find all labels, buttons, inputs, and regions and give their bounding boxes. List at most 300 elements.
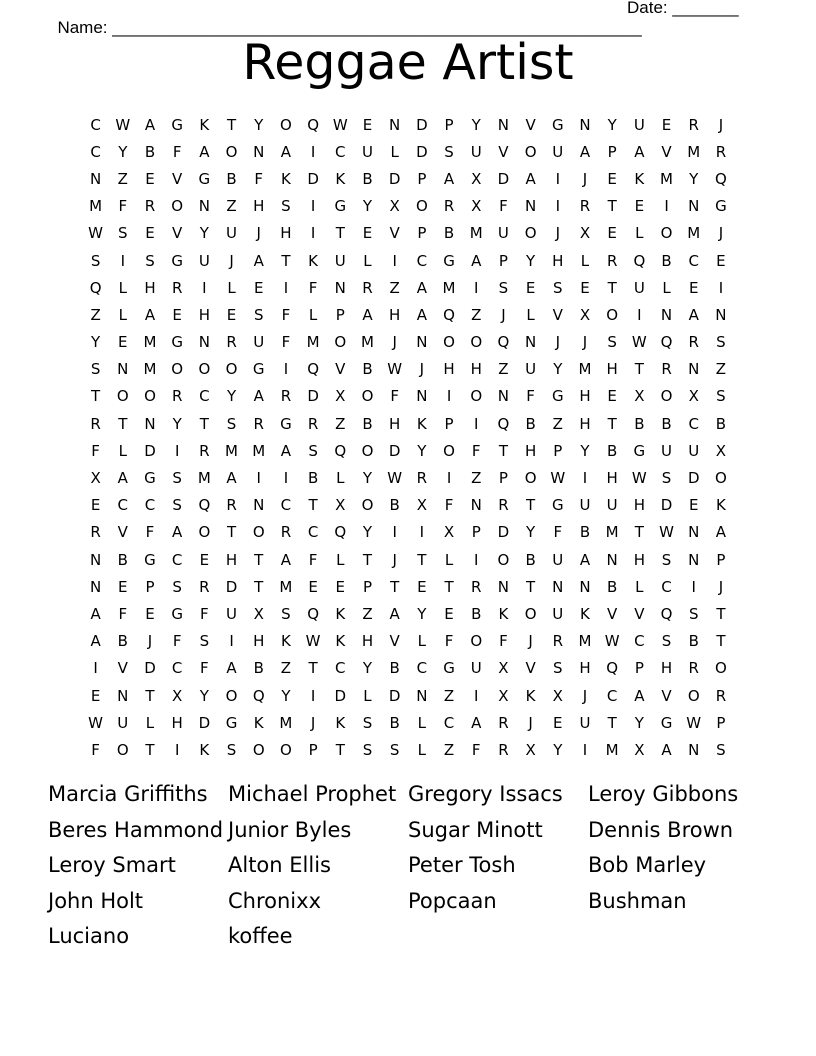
grid-letter: N <box>416 333 428 352</box>
grid-letter: L <box>635 577 644 596</box>
grid-letter: L <box>145 713 155 732</box>
grid-letter: U <box>633 115 645 134</box>
grid-letter: S <box>716 740 726 759</box>
word-bank-item: Peter Tosh <box>408 853 516 878</box>
grid-letter: R <box>171 278 183 297</box>
grid-letter: M <box>687 224 701 243</box>
grid-letter: O <box>361 387 374 406</box>
grid-letter: O <box>361 441 374 460</box>
grid-letter: N <box>688 360 700 379</box>
grid-letter: K <box>335 632 346 651</box>
grid-letter: Q <box>334 441 347 460</box>
grid-letter: B <box>362 414 373 433</box>
grid-letter: S <box>661 469 672 488</box>
grid-letter: T <box>607 278 617 297</box>
grid-letter: H <box>171 713 183 732</box>
grid-letter: I <box>310 224 316 243</box>
grid-letter: P <box>444 115 454 134</box>
grid-letter: O <box>524 604 537 623</box>
grid-letter: F <box>499 197 508 216</box>
grid-letter: B <box>607 441 618 460</box>
grid-letter: Y <box>199 686 209 705</box>
grid-letter: B <box>389 496 400 515</box>
grid-letter: W <box>550 469 566 488</box>
word-bank-item: Bushman <box>588 888 687 913</box>
grid-letter: L <box>118 441 127 460</box>
grid-letter: O <box>252 523 265 542</box>
grid-letter: V <box>661 142 672 161</box>
grid-letter: T <box>335 224 345 243</box>
grid-letter: U <box>334 251 346 270</box>
grid-letter: A <box>688 305 699 324</box>
grid-letter: I <box>93 659 98 678</box>
grid-letter: S <box>389 740 400 759</box>
grid-letter: H <box>606 469 618 488</box>
grid-letter: P <box>634 659 644 678</box>
grid-letter: A <box>253 387 264 406</box>
grid-letter: K <box>308 251 319 270</box>
grid-letter: T <box>308 659 318 678</box>
grid-letter: F <box>281 333 291 352</box>
grid-letter: J <box>528 632 533 651</box>
grid-letter: S <box>281 604 291 623</box>
grid-letter: M <box>225 441 238 460</box>
word-bank-item: Marcia Griffiths <box>48 782 208 806</box>
grid-letter: Y <box>553 360 563 379</box>
grid-row <box>82 111 736 138</box>
grid-letter: Y <box>362 523 373 542</box>
grid-letter: G <box>252 360 265 379</box>
grid-letter: H <box>253 197 265 216</box>
grid-letter: A <box>715 523 727 542</box>
grid-letter: R <box>552 632 563 651</box>
grid-letter: N <box>334 278 346 297</box>
grid-letter: T <box>526 577 536 596</box>
grid-letter: C <box>199 387 210 406</box>
grid-letter: L <box>390 142 399 161</box>
grid-row <box>82 464 736 491</box>
grid-letter: N <box>524 333 537 352</box>
grid-letter: C <box>117 496 129 515</box>
grid-letter: O <box>171 197 184 216</box>
grid-letter: F <box>281 305 291 324</box>
grid-letter: U <box>552 550 564 569</box>
word-bank-item: Alton Ellis <box>228 853 331 878</box>
grid-letter: F <box>390 387 399 406</box>
grid-letter: P <box>607 142 617 161</box>
grid-letter: G <box>715 197 727 216</box>
grid-letter: N <box>715 305 727 324</box>
grid-letter: R <box>199 441 210 460</box>
grid-letter: I <box>474 278 479 297</box>
grid-letter: P <box>553 441 563 460</box>
grid-letter: B <box>525 550 536 569</box>
word-bank-item: Beres Hammond <box>48 817 224 842</box>
grid-letter: E <box>362 224 373 243</box>
grid-letter: X <box>471 197 482 216</box>
grid-letter: T <box>118 414 128 433</box>
grid-letter: V <box>335 360 346 379</box>
grid-letter: Q <box>633 251 646 270</box>
grid-letter: A <box>90 604 101 623</box>
grid-letter: I <box>555 169 560 188</box>
grid-letter: G <box>660 713 673 732</box>
grid-letter: R <box>90 523 101 542</box>
grid-letter: G <box>551 387 564 406</box>
grid-letter: F <box>254 169 264 188</box>
grid-letter: V <box>525 115 536 134</box>
grid-letter: Q <box>307 360 319 379</box>
grid-letter: R <box>471 577 482 596</box>
grid-letter: Q <box>660 333 673 352</box>
word-bank-item: Luciano <box>48 924 130 949</box>
grid-letter: Y <box>362 197 373 216</box>
grid-letter: Y <box>553 740 563 759</box>
grid-letter: I <box>310 142 316 161</box>
grid-letter: J <box>392 333 397 352</box>
grid-letter: T <box>254 550 264 569</box>
grid-row <box>82 600 736 627</box>
grid-letter: A <box>226 659 237 678</box>
grid-letter: Y <box>362 659 373 678</box>
grid-letter: V <box>172 169 183 188</box>
grid-letter: Y <box>172 414 182 433</box>
grid-letter: U <box>470 142 482 161</box>
grid-letter: L <box>417 632 427 651</box>
grid-letter: N <box>497 387 510 406</box>
grid-letter: N <box>89 550 102 569</box>
grid-letter: T <box>716 604 726 623</box>
grid-letter: T <box>634 523 644 542</box>
grid-letter: K <box>525 686 536 705</box>
grid-letter: E <box>253 278 264 297</box>
grid-letter: H <box>633 550 645 569</box>
grid-letter: J <box>229 251 234 270</box>
grid-letter: G <box>443 659 455 678</box>
grid-letter: Q <box>497 414 510 433</box>
grid-letter: G <box>171 333 183 352</box>
grid-row <box>82 628 736 655</box>
grid-letter: M <box>360 333 374 352</box>
grid-letter: R <box>144 197 156 216</box>
grid-letter: A <box>471 251 482 270</box>
grid-letter: O <box>497 550 510 569</box>
grid-letter: S <box>172 577 182 596</box>
grid-letter: O <box>715 469 727 488</box>
grid-letter: W <box>88 713 104 732</box>
grid-letter: A <box>226 469 237 488</box>
grid-letter: F <box>145 523 155 542</box>
grid-letter: O <box>116 387 129 406</box>
grid-letter: M <box>605 740 619 759</box>
grid-letter: A <box>144 305 156 324</box>
grid-letter: N <box>89 169 102 188</box>
grid-letter: W <box>631 333 647 352</box>
page-title: Reggae Artist <box>242 34 574 91</box>
grid-letter: A <box>199 142 210 161</box>
grid-letter: I <box>174 441 180 460</box>
grid-letter: L <box>363 251 372 270</box>
word-bank-item: Leroy Smart <box>48 853 176 878</box>
grid-row <box>82 356 736 383</box>
grid-letter: O <box>280 740 292 759</box>
grid-letter: A <box>661 740 672 759</box>
grid-letter: N <box>688 740 700 759</box>
grid-letter: N <box>198 333 210 352</box>
grid-letter: I <box>256 469 261 488</box>
grid-letter: R <box>715 686 727 705</box>
grid-letter: G <box>171 251 183 270</box>
grid-letter: N <box>606 550 618 569</box>
grid-letter: O <box>470 387 483 406</box>
grid-letter: L <box>363 686 372 705</box>
grid-letter: G <box>225 713 238 732</box>
grid-letter: O <box>116 740 129 759</box>
grid-letter: J <box>718 115 724 134</box>
grid-row <box>82 301 736 328</box>
grid-letter: S <box>498 278 509 297</box>
grid-letter: T <box>362 550 373 569</box>
grid-letter: J <box>582 686 588 705</box>
grid-letter: O <box>198 360 211 379</box>
grid-letter: S <box>362 713 373 732</box>
grid-letter: T <box>281 251 291 270</box>
grid-letter: E <box>145 604 155 623</box>
grid-letter: M <box>89 197 103 216</box>
grid-letter: U <box>253 333 265 352</box>
grid-letter: R <box>171 387 183 406</box>
grid-letter: Y <box>607 115 617 134</box>
grid-letter: T <box>226 115 237 134</box>
grid-letter: Y <box>281 686 291 705</box>
grid-letter: K <box>199 740 210 759</box>
grid-letter: H <box>198 305 210 324</box>
grid-letter: J <box>555 333 560 352</box>
grid-letter: E <box>90 496 101 515</box>
grid-letter: L <box>635 224 644 243</box>
grid-letter: F <box>471 740 481 759</box>
grid-letter: D <box>144 659 156 678</box>
grid-letter: O <box>280 115 292 134</box>
grid-letter: K <box>335 713 346 732</box>
grid-letter: E <box>607 387 617 406</box>
grid-row <box>82 519 736 546</box>
grid-letter: S <box>145 251 155 270</box>
grid-letter: O <box>225 360 238 379</box>
grid-letter: T <box>199 414 209 433</box>
grid-letter: N <box>117 686 129 705</box>
grid-letter: D <box>416 115 428 134</box>
grid-letter: Q <box>252 686 265 705</box>
grid-letter: C <box>171 550 183 569</box>
grid-letter: E <box>444 604 454 623</box>
grid-row <box>82 736 736 763</box>
grid-letter: D <box>307 387 319 406</box>
grid-letter: H <box>389 305 401 324</box>
grid-letter: S <box>172 469 182 488</box>
grid-letter: P <box>498 469 508 488</box>
grid-letter: S <box>199 632 210 651</box>
grid-letter: T <box>444 577 454 596</box>
grid-letter: B <box>607 577 618 596</box>
grid-letter: V <box>525 659 536 678</box>
grid-letter: C <box>661 577 672 596</box>
grid-letter: K <box>280 169 291 188</box>
grid-letter: Y <box>580 441 590 460</box>
grid-letter: C <box>335 142 346 161</box>
grid-letter: B <box>253 659 264 678</box>
grid-letter: R <box>688 659 699 678</box>
grid-letter: E <box>226 305 237 324</box>
grid-letter: P <box>471 523 481 542</box>
grid-letter: E <box>634 197 645 216</box>
grid-letter: E <box>145 169 155 188</box>
grid-letter: Y <box>417 441 427 460</box>
grid-letter: S <box>118 224 128 243</box>
grid-letter: A <box>471 713 482 732</box>
grid-letter: R <box>498 496 509 515</box>
grid-letter: A <box>579 142 591 161</box>
grid-letter: B <box>362 360 373 379</box>
grid-letter: Q <box>89 278 102 297</box>
grid-row <box>82 329 736 356</box>
grid-letter: O <box>660 387 673 406</box>
grid-letter: B <box>579 523 591 542</box>
grid-letter: J <box>501 305 506 324</box>
grid-row <box>82 138 736 165</box>
grid-letter: G <box>144 469 156 488</box>
grid-letter: A <box>90 632 101 651</box>
grid-letter: V <box>661 686 672 705</box>
grid-letter: I <box>446 387 452 406</box>
grid-letter: X <box>335 387 346 406</box>
grid-letter: H <box>225 550 238 569</box>
grid-row <box>82 709 736 736</box>
grid-letter: R <box>199 577 210 596</box>
grid-letter: T <box>308 496 318 515</box>
grid-letter: V <box>607 604 618 623</box>
grid-letter: C <box>90 142 101 161</box>
word-bank-item: Junior Byles <box>228 817 352 842</box>
grid-letter: R <box>661 360 672 379</box>
word-bank-item: Michael Prophet <box>228 782 397 806</box>
grid-letter: F <box>308 550 318 569</box>
grid-letter: N <box>89 577 102 596</box>
grid-letter: X <box>579 305 591 324</box>
grid-letter: M <box>469 224 483 243</box>
grid-letter: A <box>579 550 591 569</box>
grid-letter: X <box>525 740 536 759</box>
grid-letter: E <box>580 278 590 297</box>
grid-letter: P <box>335 305 345 324</box>
grid-letter: F <box>444 496 454 515</box>
grid-letter: Y <box>118 142 128 161</box>
grid-letter: J <box>555 224 560 243</box>
grid-letter: P <box>417 224 427 243</box>
grid-letter: Q <box>443 305 455 324</box>
grid-letter: J <box>392 550 397 569</box>
grid-letter: T <box>417 550 427 569</box>
grid-letter: O <box>198 523 211 542</box>
grid-letter: H <box>660 659 673 678</box>
grid-letter: P <box>362 577 372 596</box>
grid-letter: O <box>470 632 483 651</box>
grid-letter: D <box>334 686 347 705</box>
grid-letter: M <box>252 441 266 460</box>
grid-row <box>82 437 736 464</box>
grid-letter: G <box>280 414 292 433</box>
grid-letter: C <box>634 632 645 651</box>
grid-letter: T <box>634 360 644 379</box>
grid-letter: E <box>607 169 617 188</box>
grid-letter: A <box>634 142 645 161</box>
grid-letter: T <box>716 632 726 651</box>
grid-letter: N <box>497 115 510 134</box>
grid-letter: H <box>389 414 401 433</box>
grid-letter: G <box>551 115 564 134</box>
grid-letter: O <box>443 333 455 352</box>
grid-letter: C <box>416 251 428 270</box>
grid-letter: R <box>280 387 292 406</box>
grid-letter: R <box>362 278 373 297</box>
grid-letter: C <box>280 496 292 515</box>
grid-letter: E <box>553 713 563 732</box>
grid-letter: Q <box>715 169 727 188</box>
grid-letter: D <box>497 523 510 542</box>
grid-letter: M <box>578 632 592 651</box>
grid-letter: X <box>90 469 101 488</box>
grid-letter: M <box>660 169 673 188</box>
grid-letter: Z <box>362 604 373 623</box>
grid-letter: Q <box>606 659 619 678</box>
grid-row <box>82 383 736 410</box>
grid-letter: L <box>662 278 671 297</box>
grid-letter: I <box>718 278 724 297</box>
grid-letter: N <box>660 305 673 324</box>
grid-letter: I <box>555 197 560 216</box>
grid-row <box>82 247 736 274</box>
grid-letter: I <box>582 469 588 488</box>
grid-letter: Z <box>471 305 482 324</box>
grid-letter: R <box>253 414 264 433</box>
grid-letter: L <box>580 251 590 270</box>
grid-letter: R <box>498 740 509 759</box>
grid-letter: I <box>691 577 696 596</box>
grid-letter: O <box>524 224 537 243</box>
grid-letter: S <box>716 387 726 406</box>
grid-letter: P <box>417 169 427 188</box>
grid-letter: X <box>471 169 482 188</box>
grid-letter: Q <box>198 496 211 515</box>
grid-letter: Z <box>335 414 346 433</box>
grid-letter: Z <box>471 469 482 488</box>
grid-letter: S <box>661 632 672 651</box>
grid-letter: B <box>389 659 400 678</box>
grid-letter: I <box>202 278 207 297</box>
grid-letter: P <box>145 577 155 596</box>
grid-letter: L <box>417 740 427 759</box>
grid-letter: L <box>417 713 427 732</box>
grid-letter: M <box>143 360 157 379</box>
grid-letter: F <box>499 632 508 651</box>
grid-letter: G <box>551 496 564 515</box>
grid-letter: R <box>688 333 699 352</box>
grid-letter: A <box>280 441 292 460</box>
grid-letter: J <box>582 169 588 188</box>
grid-letter: N <box>497 577 510 596</box>
grid-letter: Y <box>526 251 536 270</box>
grid-letter: O <box>470 333 483 352</box>
